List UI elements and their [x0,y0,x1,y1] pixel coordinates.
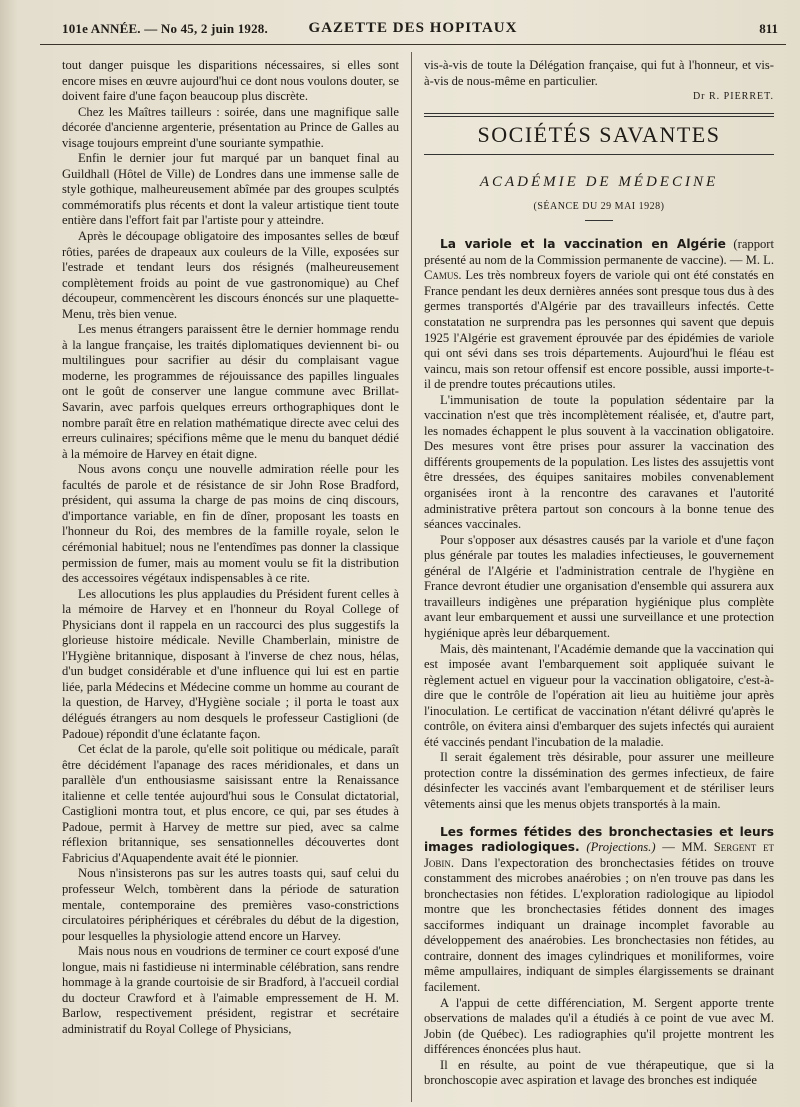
paragraph: Pour s'opposer aux désastres causés par la variole et d'une façon plus générale par toutes les maladies infectieuses, le gouvernement général de l'Algérie et l'administration centrale de l'hygiène en France devront étudier une organisation d'ensemble qui assurera aux travailleurs indigènes une préparation hygiénique plus complète avant leur embarquement et aussi une surveillance et une protection hygiénique après leur débarquement. [424,532,774,640]
topic-title: La variole et la vaccination en Algérie [440,237,726,252]
projection-note: (Projections.) [586,840,656,855]
session-date: (SÉANCE DU 29 MAI 1928) [533,200,665,212]
paragraph: Les menus étrangers paraissent être le dernier hommage rendu à la langue française, les traités diplomatiques deviennent bi- ou multilingues pour sacrifier au désir du complaisant vague moderne, les programmes de réjouissance des papilles linguales ont le goût de conserver une langue commune avec Brillat-Savarin, avec parfois quelques erreurs orthographiques dont le nombre paraît être en relation mathématique directe avec celui des erreurs culinaires; spécifions même que le menu du banquet dédié à la mémoire de Harvey en était digne. [62,322,399,461]
left-column [62,58,399,1037]
topic-lead: (rapport présenté au nom de la Commission permanente de vaccine). — M. L. [424,237,774,267]
short-rule [585,220,613,221]
column-divider [411,52,412,1102]
paragraph: Mais, dès maintenant, l'Académie demande que la vaccination qui est imposée avant l'embarquement soit appliquée suivant le règlement actuel en vigueur pour la vaccination obligatoire, c'est-à-dire que le contrôle de l'opération ait lieu au huitième jour après l'inoculation. Le certificat de vaccination n'étant délivré qu'après le contrôle, on évitera ainsi d'embarquer des sujets infectés qui auraient été vaccinés pendant l'incubation de la maladie. [424,641,774,749]
paragraph: vis-à-vis de toute la Délégation française, qui fut à l'honneur, et vis-à-vis de nous-même en particulier. [424,58,774,88]
topic-title: Les formes fétides des bronchectasies et leurs images radiologiques. [424,824,774,855]
paragraph: Nous n'insisterons pas sur les autres toasts qui, sauf celui du professeur Welch, tombèrent dans la période de saturation mentale, contemporaine des premières vaso-constrictions circulatoires périphériques et cérébrales du début de la digestion, pour lesquelles la physiologie attend encore un Harvey. [62,866,399,943]
paragraph: Cet éclat de la parole, qu'elle soit politique ou médicale, paraît être décidément l'apanage des races méridionales, et dans un parallèle d'un enthousiasme saisissant entre la Renaissance italienne et celle tentée aujourd'hui sous le Consulat dictatorial, Castiglioni montra tout, et plus encore, ce qui, par ses études à Padoue, permit à Harvey de mettre sur pied, avec sa calme réflexion britannique, ses sensationnelles découvertes dont Fabricius d'Aquapendente avait été le pionnier. [62,742,399,865]
banner-rule [424,154,774,155]
paragraph: Il en résulte, au point de vue thérapeutique, que si la bronchoscopie avec aspiration et lavage des bronches est indiquée [424,1057,774,1088]
topic-lead: — MM. [655,840,714,855]
topic-bronchectasies [424,825,774,996]
topic-text: . Dans l'expectoration des bronchectasies fétides on trouve constamment des microbes anaérobies ; on n'en trouve pas dans les bronchectasies non fétides. L'exploration radiologique au lipiodol montre que les bronchectasies fétides donnent des images sacciformes indiquant un drainage incomplet favorable au développement des anaérobies. Les bronchectasies non fétides, au contraire, donnent des images cylindriques et moniliformes, voire même ampullaires, indiquant de simples élargissements se drainant facilement. [424,855,774,994]
paragraph: L'immunisation de toute la population sédentaire par la vaccination n'est que très incomplètement réalisée, et, d'autre part, les nomades échappent le plus souvent à la vaccination obligatoire. Des mesures vont être prises pour assurer la vaccination des différents groupements de la population. Les listes des assujettis vont être dressées, des équipes sanitaires mobiles convenablement organisées iront à la rencontre des caravanes et l'autorité administrative prêtera partout son concours à la bonne tenue des séances vaccinales. [424,392,774,532]
paragraph: Nous avons conçu une nouvelle admiration réelle pour les facultés de parole et de résistance de sir John Rose Bradford, président, qui assuma la charge de pas moins de cinq discours, d'importance variable, en fin de dîner, proposant les toasts en l'honneur du Roi, des membres de la famille royale, selon le cérémonial habituel; nous ne l'entendîmes pas donner la classique permission de fumer, mais au moment voulu se fit la distribution des accessoires végétaux indispensables à ce rite. [62,462,399,586]
right-column [424,58,774,1089]
page-number: 811 [759,21,778,36]
paragraph: Il serait également très désirable, pour assurer une meilleure protection contre la dissémination des germes infectieux, de faire désinfecter les vaccinés avant l'embarquement et de stériliser leurs vêtements ainsi que les menus objets transportés à la main. [424,750,774,811]
issue-info: 101e ANNÉE. — No 45, 2 juin 1928. [62,21,268,36]
academy-heading: ACADÉMIE DE MÉDECINE [479,174,719,191]
author-signature: Dr R. PIERRET. [692,91,774,103]
section-rule [424,113,774,117]
topic-text: . Les très nombreux foyers de variole qui ont été constatés en France pendant les deux dernières années sont presque tous dus à des germes transportés d'Algérie par des travailleurs infectés. Cette constatation ne surprendra pas les personnes qui savent que depuis 1925 l'Algérie est gravement éprouvée par des épidémies de variole qui ont sévi dans ses trois départements. Aujourd'hui le fléau est vaincu, mais son retour offensif est encore possible, aussi importe-t-il de prendre toutes précautions utiles. [424,268,774,392]
author-names: Sergent et Jobin [424,840,774,870]
topic-variole [424,237,774,392]
paragraph: A l'appui de cette différenciation, M. Sergent apporte trente observations de malades qu'il a étudiés à ce point de vue avec M. Jobin (de Québec). Les radiographies qu'il projette montrent les différences énoncées plus haut. [424,995,774,1057]
paragraph: Mais nous nous en voudrions de terminer ce court exposé d'une longue, mais ni fastidieuse ni interminable célébration, sans rendre hommage à la grande courtoisie de sir Bradford, à l'accueil cordial du docteur Crawford et à l'aimable empressement de H. M. Barlow, respectivement président, registrar et secrétaire administratif du Royal College of Physicians, [62,944,399,1036]
page-header [40,18,786,45]
paragraph: Après le découpage obligatoire des imposantes selles de bœuf rôties, parées de drapeaux aux couleurs de la Ville, exposées sur l'estrade et tendant leurs dos résignés (malheureusement complètement froids au point de vue gastronomique) au Chef découpeur, commencèrent les discours énoncés sur une plaquette-Menu, très bien venue. [62,229,399,321]
section-title: SOCIÉTÉS SAVANTES [477,121,721,147]
journal-title: GAZETTE DES HOPITAUX [308,20,518,36]
paragraph: tout danger puisque les disparitions nécessaires, si elles sont encore mises en œuvre aujourd'hui ce dont nous voulons douter, se doivent faire d'une façon beaucoup plus discrète. [62,58,399,104]
paragraph: Enfin le dernier jour fut marqué par un banquet final au Guildhall (Hôtel de Ville) de Londres dans une immense salle de style gothique, malheureusement abîmée par des groupes sculptés commémoratifs plus récents et dont la valeur artistique tient toute entière dans l'effort fait par l'artiste pour y atteindre. [62,151,399,228]
author-name: Camus [424,268,459,283]
paragraph: Les allocutions les plus applaudies du Président furent celles à la mémoire de Harvey et en l'honneur du Royal College of Physicians dont il rappela en un raccourci des plus suggestifs la glorieuse histoire médicale. Neville Chamberlain, ministre de l'Hygiène britannique, disposant à l'inverse de chez nous, hélas, d'un budget considérable et d'une influence qui lui est en partie liée, parla Médecins et Médecine comme un homme au courant de la question, de Harvey, d'Hygiène sociale ; il porta le toast aux délégués étrangers au nom desquels le professeur Castiglioni (de Padoue) répondit d'une éclatante façon. [62,586,399,741]
paragraph: Chez les Maîtres tailleurs : soirée, dans une magnifique salle décorée d'ancienne argenterie, présentation au Prince de Galles au visage toujours empreint d'une souriante sympathie. [62,104,399,150]
